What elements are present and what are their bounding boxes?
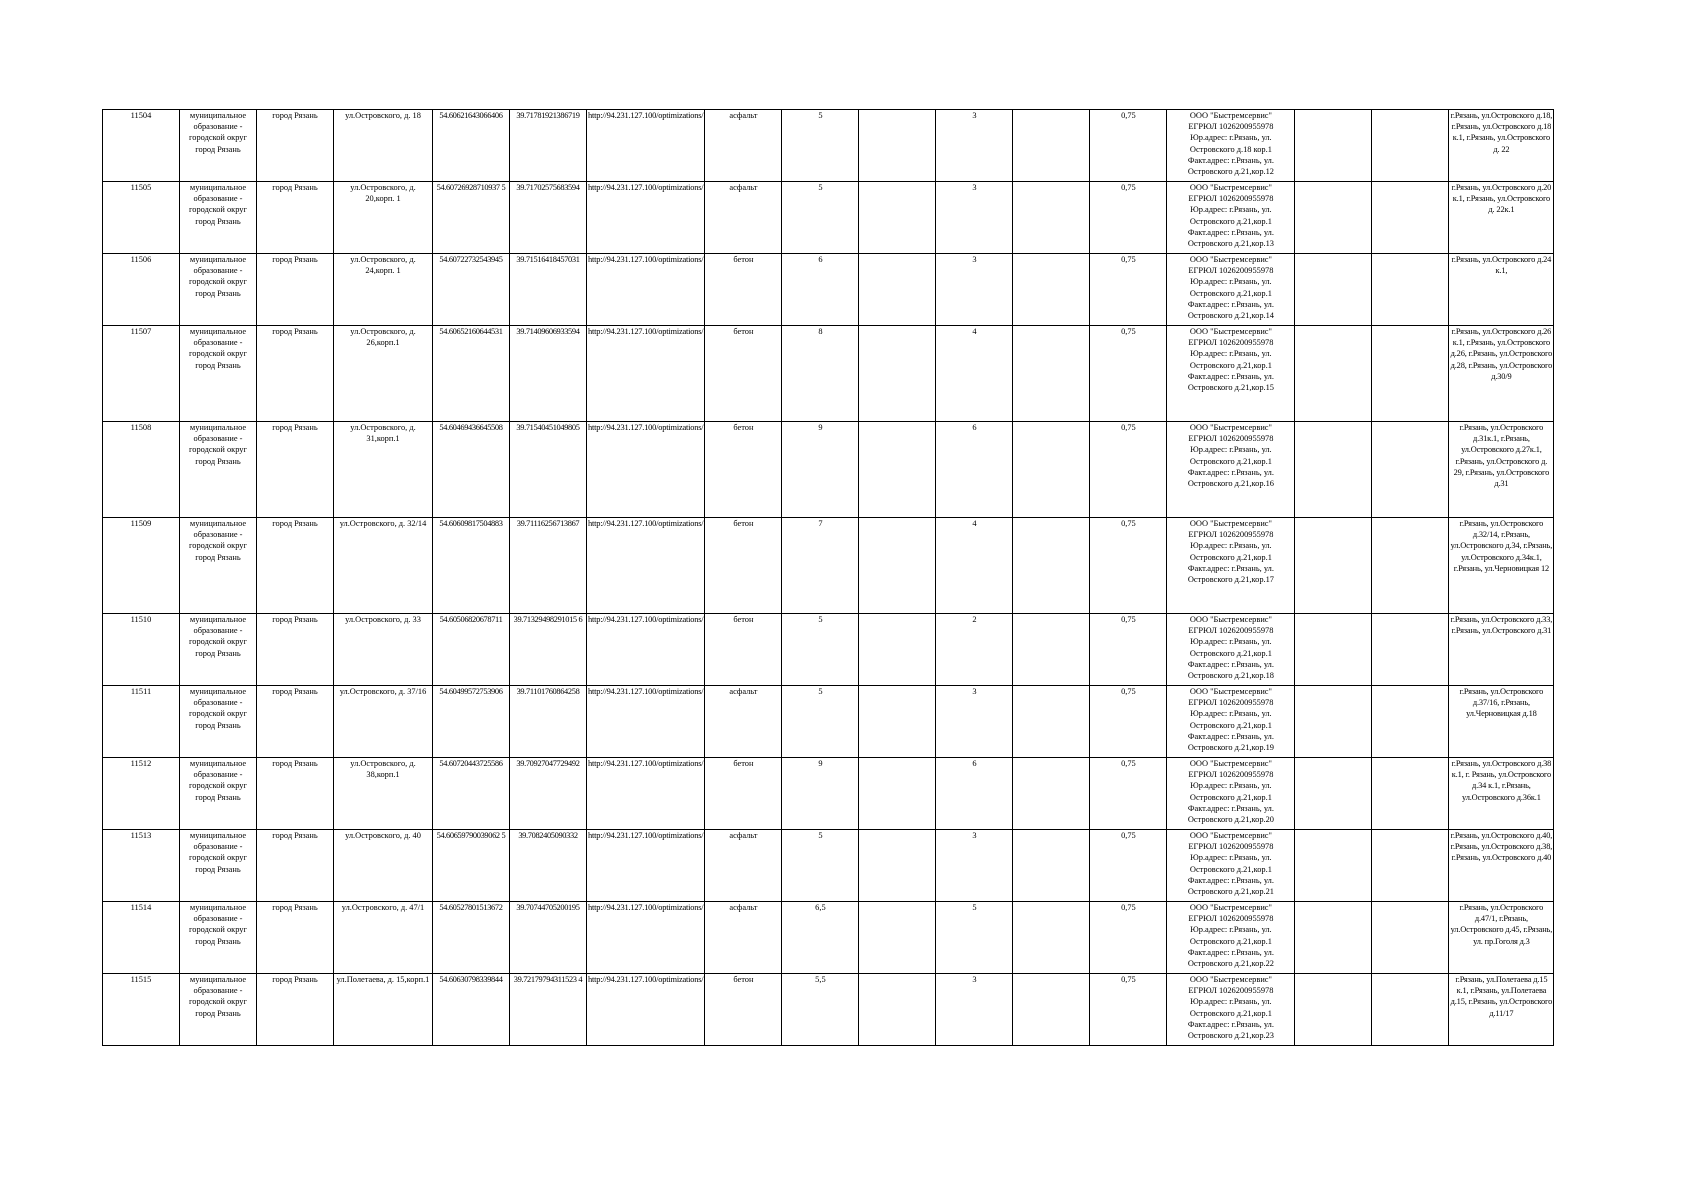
sources-cell: г.Рязань, ул.Островского д.38 к.1, г. Рязань, ул.Островского д.34 к.1, г.Рязань, ул.Островского д.36к.1 — [1449, 758, 1554, 830]
address-cell: ул.Островского, д. 20,корп. 1 — [334, 182, 433, 254]
area-cell: 5 — [782, 182, 859, 254]
municipality-cell: муниципальное образование - городской округ город Рязань — [180, 830, 257, 902]
waste-sites-table — [102, 109, 1554, 1046]
owner-line: Островского д.18 кор.1 — [1189, 144, 1272, 154]
owner-line: ЕГРЮЛ 1026200955978 — [1188, 338, 1274, 348]
latitude-cell: 54.60652160644531 — [433, 326, 510, 422]
surface-cell: бетон — [705, 974, 782, 1046]
table-row — [103, 182, 1554, 254]
owner-line: ЕГРЮЛ 1026200955978 — [1188, 434, 1274, 444]
empty-cell — [1372, 686, 1449, 758]
table-row — [103, 422, 1554, 518]
empty-cell — [1372, 326, 1449, 422]
link-cell: http://94.231.127.100/optimizations/ — [587, 518, 705, 614]
document-sheet — [102, 109, 1554, 1046]
owner-line: ООО "Быстремсервис" — [1189, 903, 1272, 912]
city-cell: город Рязань — [257, 902, 334, 974]
area-cell: 7 — [782, 518, 859, 614]
owner-line: Факт.адрес: г.Рязань, ул. — [1187, 227, 1274, 237]
empty-cell — [1013, 686, 1090, 758]
area-cell: 5,5 — [782, 974, 859, 1046]
address-cell: ул.Островского, д. 38,корп.1 — [334, 758, 433, 830]
empty-cell — [1013, 182, 1090, 254]
owner-line: Факт.адрес: г.Рязань, ул. — [1187, 803, 1274, 813]
site-id-cell: 11515 — [103, 974, 180, 1046]
link-cell: http://94.231.127.100/optimizations/ — [587, 110, 705, 182]
address-cell: ул.Островского, д. 37/16 — [334, 686, 433, 758]
owner-line: ЕГРЮЛ 1026200955978 — [1188, 770, 1274, 780]
owner-line: Юр.адрес: г.Рязань, ул. — [1190, 709, 1272, 719]
longitude-cell: 39.71540451049805 — [510, 422, 587, 518]
owner-line: Факт.адрес: г.Рязань, ул. — [1187, 731, 1274, 741]
link-cell: http://94.231.127.100/optimizations/ — [587, 182, 705, 254]
owner-line: ЕГРЮЛ 1026200955978 — [1188, 914, 1274, 924]
empty-cell — [1013, 758, 1090, 830]
address-cell: ул.Островского, д. 24,корп. 1 — [334, 254, 433, 326]
containers-cell: 4 — [936, 518, 1013, 614]
owner-line: Факт.адрес: г.Рязань, ул. — [1187, 467, 1274, 477]
area-cell: 5 — [782, 614, 859, 686]
empty-cell — [1372, 614, 1449, 686]
area-cell: 5 — [782, 686, 859, 758]
containers-cell: 3 — [936, 182, 1013, 254]
sources-cell: г.Рязань, ул.Островского д.32/14, г.Рязань, ул.Островского д.34, г.Рязань, ул.Островского д.34к.1, г.Рязань, ул.Черновицкая 12 — [1449, 518, 1554, 614]
city-cell: город Рязань — [257, 254, 334, 326]
table-row — [103, 326, 1554, 422]
owner-line: ООО "Быстремсервис" — [1189, 255, 1272, 264]
table-body — [103, 110, 1554, 1046]
longitude-cell: 39.71702575683594 — [510, 182, 587, 254]
area-cell: 6 — [782, 254, 859, 326]
owner-line: Юр.адрес: г.Рязань, ул. — [1190, 277, 1272, 287]
empty-cell — [859, 758, 936, 830]
owner-line: Островского д.21,кор.17 — [1187, 575, 1274, 585]
table-row — [103, 110, 1554, 182]
table-row — [103, 518, 1554, 614]
empty-cell — [859, 518, 936, 614]
address-cell: ул.Островского, д. 32/14 — [334, 518, 433, 614]
owner-line: Факт.адрес: г.Рязань, ул. — [1187, 659, 1274, 669]
empty-cell — [1295, 518, 1372, 614]
empty-cell — [859, 902, 936, 974]
table-row — [103, 686, 1554, 758]
table-row — [103, 974, 1554, 1046]
owner-line: Островского д.21,кор.1 — [1189, 648, 1272, 658]
empty-cell — [1295, 110, 1372, 182]
containers-cell: 3 — [936, 974, 1013, 1046]
empty-cell — [1295, 830, 1372, 902]
owner-line: Островского д.21,кор.1 — [1189, 720, 1272, 730]
site-id-cell: 11510 — [103, 614, 180, 686]
longitude-cell: 39.71116256713867 — [510, 518, 587, 614]
latitude-cell: 54.60722732543945 — [433, 254, 510, 326]
link-cell: http://94.231.127.100/optimizations/ — [587, 974, 705, 1046]
owner-line: ООО "Быстремсервис" — [1189, 327, 1272, 336]
containers-cell: 6 — [936, 422, 1013, 518]
city-cell: город Рязань — [257, 614, 334, 686]
empty-cell — [859, 110, 936, 182]
surface-cell: бетон — [705, 518, 782, 614]
volume-cell: 0,75 — [1090, 182, 1167, 254]
surface-cell: асфальт — [705, 182, 782, 254]
volume-cell: 0,75 — [1090, 518, 1167, 614]
owner-line: Юр.адрес: г.Рязань, ул. — [1190, 205, 1272, 215]
empty-cell — [859, 422, 936, 518]
owner-line: ООО "Быстремсервис" — [1189, 831, 1272, 840]
owner-line: Островского д.21,кор.1 — [1189, 864, 1272, 874]
volume-cell: 0,75 — [1090, 110, 1167, 182]
owner-line: Островского д.21,кор.22 — [1187, 959, 1274, 969]
latitude-cell: 54.60469436645508 — [433, 422, 510, 518]
area-cell: 9 — [782, 758, 859, 830]
site-id-cell: 11512 — [103, 758, 180, 830]
surface-cell: бетон — [705, 758, 782, 830]
site-id-cell: 11504 — [103, 110, 180, 182]
owner-line: Островского д.21,кор.16 — [1187, 479, 1274, 489]
empty-cell — [1013, 422, 1090, 518]
containers-cell: 2 — [936, 614, 1013, 686]
longitude-cell: 39.7082405090332 — [510, 830, 587, 902]
city-cell: город Рязань — [257, 518, 334, 614]
area-cell: 8 — [782, 326, 859, 422]
latitude-cell: 54.60527801513672 — [433, 902, 510, 974]
empty-cell — [859, 326, 936, 422]
sources-cell: г.Рязань, ул.Островского д.37/16, г.Рязань, ул.Черновицкая д.18 — [1449, 686, 1554, 758]
empty-cell — [859, 614, 936, 686]
volume-cell: 0,75 — [1090, 422, 1167, 518]
owner-line: Факт.адрес: г.Рязань, ул. — [1187, 875, 1274, 885]
owner-line: Юр.адрес: г.Рязань, ул. — [1190, 133, 1272, 143]
owner-line: Факт.адрес: г.Рязань, ул. — [1187, 299, 1274, 309]
owner-line: Юр.адрес: г.Рязань, ул. — [1190, 997, 1272, 1007]
owner-line: ЕГРЮЛ 1026200955978 — [1188, 986, 1274, 996]
municipality-cell: муниципальное образование - городской округ город Рязань — [180, 422, 257, 518]
surface-cell: асфальт — [705, 830, 782, 902]
owner-line: ЕГРЮЛ 1026200955978 — [1188, 626, 1274, 636]
area-cell: 6,5 — [782, 902, 859, 974]
sources-cell: г.Рязань, ул.Островского д.40, г.Рязань, ул.Островского д.38, г.Рязань, ул.Островского д.40 — [1449, 830, 1554, 902]
volume-cell: 0,75 — [1090, 830, 1167, 902]
empty-cell — [1372, 974, 1449, 1046]
area-cell: 5 — [782, 830, 859, 902]
owner-cell — [1167, 326, 1295, 422]
sources-cell: г.Рязань, ул.Островского д.20 к.1, г.Рязань, ул.Островского д. 22к.1 — [1449, 182, 1554, 254]
city-cell: город Рязань — [257, 974, 334, 1046]
empty-cell — [859, 254, 936, 326]
owner-cell — [1167, 902, 1295, 974]
table-row — [103, 902, 1554, 974]
surface-cell: бетон — [705, 614, 782, 686]
owner-line: ООО "Быстремсервис" — [1189, 687, 1272, 696]
empty-cell — [859, 974, 936, 1046]
link-cell: http://94.231.127.100/optimizations/ — [587, 902, 705, 974]
owner-line: ЕГРЮЛ 1026200955978 — [1188, 530, 1274, 540]
address-cell: ул.Островского, д. 47/1 — [334, 902, 433, 974]
owner-cell — [1167, 110, 1295, 182]
city-cell: город Рязань — [257, 758, 334, 830]
owner-cell — [1167, 182, 1295, 254]
longitude-cell: 39.71101760864258 — [510, 686, 587, 758]
address-cell: ул.Островского, д. 26,корп.1 — [334, 326, 433, 422]
volume-cell: 0,75 — [1090, 974, 1167, 1046]
volume-cell: 0,75 — [1090, 902, 1167, 974]
owner-line: Факт.адрес: г.Рязань, ул. — [1187, 1019, 1274, 1029]
owner-cell — [1167, 614, 1295, 686]
link-cell: http://94.231.127.100/optimizations/ — [587, 254, 705, 326]
sources-cell: г.Рязань, ул.Островского д.24 к.1, — [1449, 254, 1554, 326]
owner-line: Факт.адрес: г.Рязань, ул. — [1187, 563, 1274, 573]
owner-line: Факт.адрес: г.Рязань, ул. — [1187, 947, 1274, 957]
empty-cell — [1295, 686, 1372, 758]
municipality-cell: муниципальное образование - городской округ город Рязань — [180, 974, 257, 1046]
surface-cell: бетон — [705, 422, 782, 518]
owner-line: ООО "Быстремсервис" — [1189, 111, 1272, 120]
owner-line: Островского д.21,кор.1 — [1189, 360, 1272, 370]
site-id-cell: 11511 — [103, 686, 180, 758]
area-cell: 9 — [782, 422, 859, 518]
containers-cell: 3 — [936, 686, 1013, 758]
site-id-cell: 11508 — [103, 422, 180, 518]
owner-line: Островского д.21,кор.15 — [1187, 383, 1274, 393]
sources-cell: г.Рязань, ул.Островского д.47/1, г.Рязань, ул.Островского д.45, г.Рязань, ул. пр.Гоголя д.3 — [1449, 902, 1554, 974]
site-id-cell: 11509 — [103, 518, 180, 614]
sources-cell: г.Рязань, ул.Островского д.26 к.1, г.Рязань, ул.Островского д.26, г.Рязань, ул.Островского д.28, г.Рязань, ул.Островского д.30/9 — [1449, 326, 1554, 422]
link-cell: http://94.231.127.100/optimizations/ — [587, 422, 705, 518]
sources-cell: г.Рязань, ул.Полетаева д.15 к.1, г.Рязань, ул.Полетаева д.15, г.Рязань, ул.Островского д.11/17 — [1449, 974, 1554, 1046]
owner-cell — [1167, 830, 1295, 902]
owner-line: ООО "Быстремсервис" — [1189, 183, 1272, 192]
owner-line: Островского д.21,кор.18 — [1187, 671, 1274, 681]
volume-cell: 0,75 — [1090, 686, 1167, 758]
owner-cell — [1167, 422, 1295, 518]
municipality-cell: муниципальное образование - городской округ город Рязань — [180, 686, 257, 758]
municipality-cell: муниципальное образование - городской округ город Рязань — [180, 518, 257, 614]
volume-cell: 0,75 — [1090, 326, 1167, 422]
owner-line: Островского д.21,кор.1 — [1189, 552, 1272, 562]
municipality-cell: муниципальное образование - городской округ город Рязань — [180, 254, 257, 326]
surface-cell: асфальт — [705, 686, 782, 758]
volume-cell: 0,75 — [1090, 614, 1167, 686]
owner-line: ООО "Быстремсервис" — [1189, 759, 1272, 768]
owner-line: ООО "Быстремсервис" — [1189, 615, 1272, 624]
city-cell: город Рязань — [257, 182, 334, 254]
empty-cell — [859, 686, 936, 758]
owner-line: Юр.адрес: г.Рязань, ул. — [1190, 349, 1272, 359]
owner-line: Юр.адрес: г.Рязань, ул. — [1190, 853, 1272, 863]
municipality-cell: муниципальное образование - городской округ город Рязань — [180, 182, 257, 254]
surface-cell: асфальт — [705, 902, 782, 974]
empty-cell — [1372, 422, 1449, 518]
municipality-cell: муниципальное образование - городской округ город Рязань — [180, 326, 257, 422]
longitude-cell: 39.71329498291015 6 — [510, 614, 587, 686]
empty-cell — [1295, 254, 1372, 326]
surface-cell: асфальт — [705, 110, 782, 182]
empty-cell — [1013, 518, 1090, 614]
empty-cell — [1295, 974, 1372, 1046]
owner-line: Островского д.21,кор.21 — [1187, 887, 1274, 897]
owner-line: Островского д.21,кор.23 — [1187, 1031, 1274, 1041]
city-cell: город Рязань — [257, 422, 334, 518]
city-cell: город Рязань — [257, 326, 334, 422]
empty-cell — [859, 182, 936, 254]
longitude-cell: 39.71409606933594 — [510, 326, 587, 422]
city-cell: город Рязань — [257, 110, 334, 182]
owner-line: Островского д.21,кор.19 — [1187, 743, 1274, 753]
owner-line: ЕГРЮЛ 1026200955978 — [1188, 122, 1274, 132]
link-cell: http://94.231.127.100/optimizations/ — [587, 686, 705, 758]
owner-line: Островского д.21,кор.1 — [1189, 936, 1272, 946]
empty-cell — [1013, 974, 1090, 1046]
municipality-cell: муниципальное образование - городской округ город Рязань — [180, 110, 257, 182]
empty-cell — [1372, 830, 1449, 902]
owner-line: Островского д.21,кор.1 — [1189, 216, 1272, 226]
empty-cell — [1013, 110, 1090, 182]
address-cell: ул.Островского, д. 33 — [334, 614, 433, 686]
empty-cell — [1295, 326, 1372, 422]
sources-cell: г.Рязань, ул.Островского д.18, г.Рязань, ул.Островского д.18 к.1, г.Рязань, ул.Островского д. 22 — [1449, 110, 1554, 182]
surface-cell: бетон — [705, 254, 782, 326]
volume-cell: 0,75 — [1090, 758, 1167, 830]
empty-cell — [1295, 614, 1372, 686]
owner-cell — [1167, 518, 1295, 614]
owner-line: ООО "Быстремсервис" — [1189, 423, 1272, 432]
empty-cell — [1372, 110, 1449, 182]
link-cell: http://94.231.127.100/optimizations/ — [587, 614, 705, 686]
table-row — [103, 758, 1554, 830]
volume-cell: 0,75 — [1090, 254, 1167, 326]
owner-line: ЕГРЮЛ 1026200955978 — [1188, 842, 1274, 852]
city-cell: город Рязань — [257, 686, 334, 758]
owner-line: Факт.адрес: г.Рязань, ул. — [1187, 155, 1274, 165]
latitude-cell: 54.60720443725586 — [433, 758, 510, 830]
site-id-cell: 11513 — [103, 830, 180, 902]
owner-line: Островского д.21,кор.13 — [1187, 239, 1274, 249]
empty-cell — [1372, 902, 1449, 974]
latitude-cell: 54.60499572753906 — [433, 686, 510, 758]
owner-cell — [1167, 254, 1295, 326]
empty-cell — [1013, 326, 1090, 422]
table-row — [103, 830, 1554, 902]
owner-line: ЕГРЮЛ 1026200955978 — [1188, 266, 1274, 276]
owner-cell — [1167, 686, 1295, 758]
empty-cell — [1372, 758, 1449, 830]
owner-line: ЕГРЮЛ 1026200955978 — [1188, 698, 1274, 708]
surface-cell: бетон — [705, 326, 782, 422]
municipality-cell: муниципальное образование - городской округ город Рязань — [180, 758, 257, 830]
containers-cell: 3 — [936, 110, 1013, 182]
table-row — [103, 254, 1554, 326]
owner-line: Островского д.21,кор.20 — [1187, 815, 1274, 825]
owner-cell — [1167, 758, 1295, 830]
containers-cell: 4 — [936, 326, 1013, 422]
link-cell: http://94.231.127.100/optimizations/ — [587, 830, 705, 902]
owner-line: Островского д.21,кор.14 — [1187, 311, 1274, 321]
containers-cell: 6 — [936, 758, 1013, 830]
site-id-cell: 11514 — [103, 902, 180, 974]
owner-line: Островского д.21,кор.1 — [1189, 792, 1272, 802]
empty-cell — [1372, 254, 1449, 326]
site-id-cell: 11507 — [103, 326, 180, 422]
sources-cell: г.Рязань, ул.Островского д.31к.1, г.Рязань, ул.Островского д.27к.1, г.Рязань, ул.Островского д. 29, г.Рязань, ул.Островского д.31 — [1449, 422, 1554, 518]
address-cell: ул.Островского, д. 18 — [334, 110, 433, 182]
longitude-cell: 39.70744705200195 — [510, 902, 587, 974]
longitude-cell: 39.70927047729492 — [510, 758, 587, 830]
owner-line: Островского д.21,кор.12 — [1187, 167, 1274, 177]
longitude-cell: 39.72179794311523 4 — [510, 974, 587, 1046]
latitude-cell: 54.60630798339844 — [433, 974, 510, 1046]
empty-cell — [1013, 902, 1090, 974]
owner-line: Юр.адрес: г.Рязань, ул. — [1190, 925, 1272, 935]
containers-cell: 5 — [936, 902, 1013, 974]
owner-line: Юр.адрес: г.Рязань, ул. — [1190, 445, 1272, 455]
address-cell: ул.Островского, д. 31,корп.1 — [334, 422, 433, 518]
site-id-cell: 11506 — [103, 254, 180, 326]
empty-cell — [1295, 758, 1372, 830]
site-id-cell: 11505 — [103, 182, 180, 254]
table-row — [103, 614, 1554, 686]
owner-line: Юр.адрес: г.Рязань, ул. — [1190, 541, 1272, 551]
empty-cell — [1013, 830, 1090, 902]
empty-cell — [1295, 422, 1372, 518]
empty-cell — [1295, 902, 1372, 974]
owner-line: Юр.адрес: г.Рязань, ул. — [1190, 781, 1272, 791]
owner-line: ООО "Быстремсервис" — [1189, 975, 1272, 984]
owner-line: Юр.адрес: г.Рязань, ул. — [1190, 637, 1272, 647]
owner-line: Островского д.21,кор.1 — [1189, 1008, 1272, 1018]
owner-line: Факт.адрес: г.Рязань, ул. — [1187, 371, 1274, 381]
link-cell: http://94.231.127.100/optimizations/ — [587, 326, 705, 422]
link-cell: http://94.231.127.100/optimizations/ — [587, 758, 705, 830]
city-cell: город Рязань — [257, 830, 334, 902]
owner-line: Островского д.21,кор.1 — [1189, 288, 1272, 298]
empty-cell — [1372, 518, 1449, 614]
longitude-cell: 39.71516418457031 — [510, 254, 587, 326]
latitude-cell: 54.60621643066406 — [433, 110, 510, 182]
empty-cell — [1013, 614, 1090, 686]
empty-cell — [1295, 182, 1372, 254]
address-cell: ул.Островского, д. 40 — [334, 830, 433, 902]
containers-cell: 3 — [936, 830, 1013, 902]
area-cell: 5 — [782, 110, 859, 182]
latitude-cell: 54.60506820678711 — [433, 614, 510, 686]
longitude-cell: 39.71781921386719 — [510, 110, 587, 182]
owner-line: ООО "Быстремсервис" — [1189, 519, 1272, 528]
municipality-cell: муниципальное образование - городской округ город Рязань — [180, 902, 257, 974]
latitude-cell: 54.60609817504883 — [433, 518, 510, 614]
address-cell: ул.Полетаева, д. 15,корп.1 — [334, 974, 433, 1046]
empty-cell — [859, 830, 936, 902]
owner-line: ЕГРЮЛ 1026200955978 — [1188, 194, 1274, 204]
municipality-cell: муниципальное образование - городской округ город Рязань — [180, 614, 257, 686]
latitude-cell: 54.60659790039062 5 — [433, 830, 510, 902]
containers-cell: 3 — [936, 254, 1013, 326]
sources-cell: г.Рязань, ул.Островского д.33, г.Рязань, ул.Островского д.31 — [1449, 614, 1554, 686]
empty-cell — [1013, 254, 1090, 326]
owner-line: Островского д.21,кор.1 — [1189, 456, 1272, 466]
empty-cell — [1372, 182, 1449, 254]
latitude-cell: 54.60726928710937 5 — [433, 182, 510, 254]
owner-cell — [1167, 974, 1295, 1046]
